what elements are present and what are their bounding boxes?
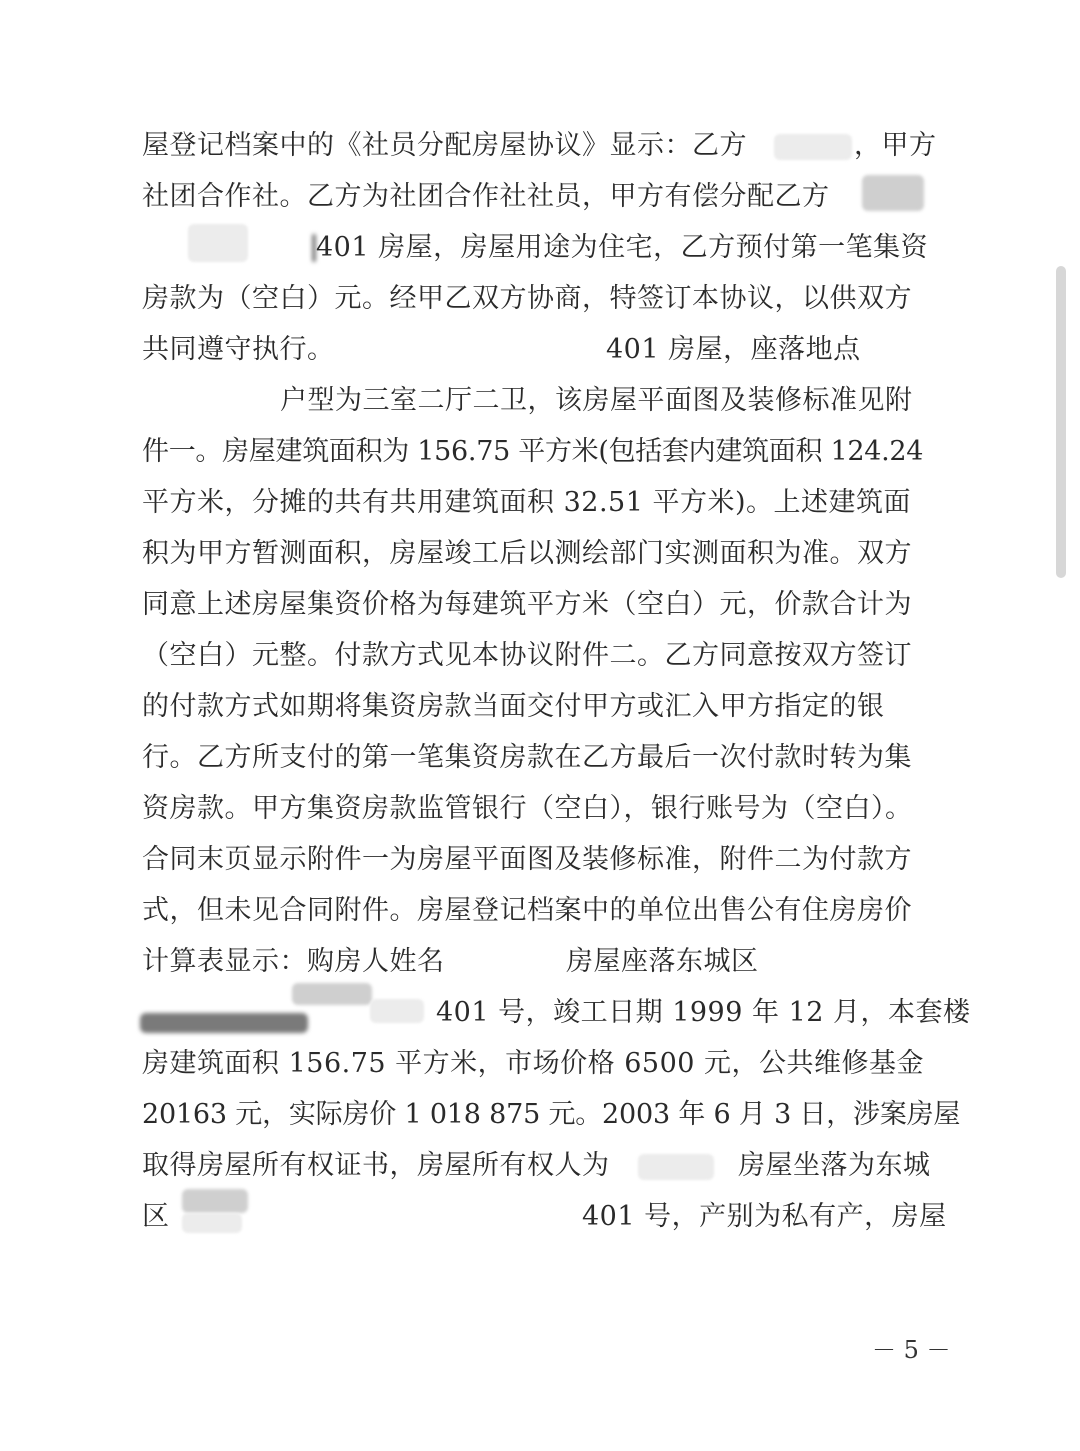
text-line	[142, 789, 942, 829]
redaction-mark	[370, 999, 424, 1023]
text-segment: 户型为三室二厅二卫，该房屋平面图及装修标准见附	[280, 385, 913, 416]
redaction-mark	[292, 983, 372, 1005]
text-line	[142, 330, 942, 370]
text-segment: 房屋座落东城区	[566, 946, 759, 977]
redaction-mark	[862, 175, 924, 211]
text-segment: 资房款。甲方集资房款监管银行（空白），银行账号为（空白）。	[142, 793, 913, 824]
text-segment: 区	[142, 1201, 170, 1232]
text-line	[142, 738, 942, 778]
text-line	[142, 1197, 947, 1237]
text-line	[142, 126, 942, 166]
text-segment: 平方米，分摊的共有共用建筑面积 32.51 平方米)。上述建筑面	[142, 487, 911, 518]
text-segment: 屋登记档案中的《社员分配房屋协议》显示：乙方	[142, 130, 747, 161]
text-line	[142, 1146, 942, 1186]
redaction-mark	[638, 1154, 714, 1180]
text-segment: ，甲方	[854, 130, 937, 161]
redaction-mark	[182, 1213, 242, 1233]
text-segment: 社团合作社。乙方为社团合作社社员，甲方有偿分配乙方	[142, 181, 830, 212]
redaction-mark	[140, 1013, 308, 1033]
text-segment: 401 号，产别为私有产，房屋	[582, 1201, 947, 1232]
redaction-mark	[182, 1189, 248, 1213]
text-segment: 件一。房屋建筑面积为 156.75 平方米(包括套内建筑面积 124.24	[142, 436, 924, 467]
text-line	[142, 1044, 942, 1084]
text-line	[142, 177, 942, 217]
text-segment: 式，但未见合同附件。房屋登记档案中的单位出售公有住房房价	[142, 895, 912, 926]
text-segment: 同意上述房屋集资价格为每建筑平方米（空白）元，价款合计为	[142, 589, 912, 620]
text-segment: 计算表显示：购房人姓名	[142, 946, 445, 977]
text-segment: 401 房屋，房屋用途为住宅，乙方预付第一笔集资	[316, 232, 929, 263]
text-segment: 积为甲方暂测面积，房屋竣工后以测绘部门实测面积为准。双方	[142, 538, 912, 569]
scrollbar-thumb[interactable]	[1056, 266, 1066, 578]
text-line	[142, 687, 942, 727]
text-segment: 401 号，竣工日期 1999 年 12 月，本套楼	[436, 997, 971, 1028]
text-segment: 合同末页显示附件一为房屋平面图及装修标准，附件二为付款方	[142, 844, 912, 875]
text-line	[142, 381, 942, 421]
text-line	[142, 840, 942, 880]
text-line	[142, 585, 942, 625]
redaction-mark	[774, 134, 852, 160]
text-segment: 401 房屋，座落地点	[606, 334, 861, 365]
text-line	[142, 942, 942, 982]
text-segment: 20163 元，实际房价 1 018 875 元。2003 年 6 月 3 日，涉案房屋	[142, 1099, 961, 1130]
redaction-mark	[188, 224, 248, 262]
text-line	[142, 1095, 961, 1135]
text-line	[142, 993, 971, 1033]
text-segment: 共同遵守执行。	[142, 334, 335, 365]
text-segment: 房建筑面积 156.75 平方米，市场价格 6500 元，公共维修基金	[142, 1048, 925, 1079]
text-segment: 房款为（空白）元。经甲乙双方协商，特签订本协议，以供双方	[142, 283, 912, 314]
text-line	[142, 279, 942, 319]
text-line	[142, 534, 942, 574]
text-segment: 取得房屋所有权证书，房屋所有权人为	[142, 1150, 610, 1181]
text-line	[142, 891, 942, 931]
text-segment: （空白）元整。付款方式见本协议附件二。乙方同意按双方签订	[142, 640, 912, 671]
text-line	[142, 483, 942, 523]
text-segment: 的付款方式如期将集资房款当面交付甲方或汇入甲方指定的银	[142, 691, 885, 722]
text-line	[142, 228, 942, 268]
text-segment: 房屋坐落为东城	[738, 1150, 931, 1181]
text-segment: 行。乙方所支付的第一笔集资房款在乙方最后一次付款时转为集	[142, 742, 912, 773]
page-number: － 5 －	[872, 1336, 951, 1364]
text-line	[142, 636, 942, 676]
text-line	[142, 432, 942, 472]
